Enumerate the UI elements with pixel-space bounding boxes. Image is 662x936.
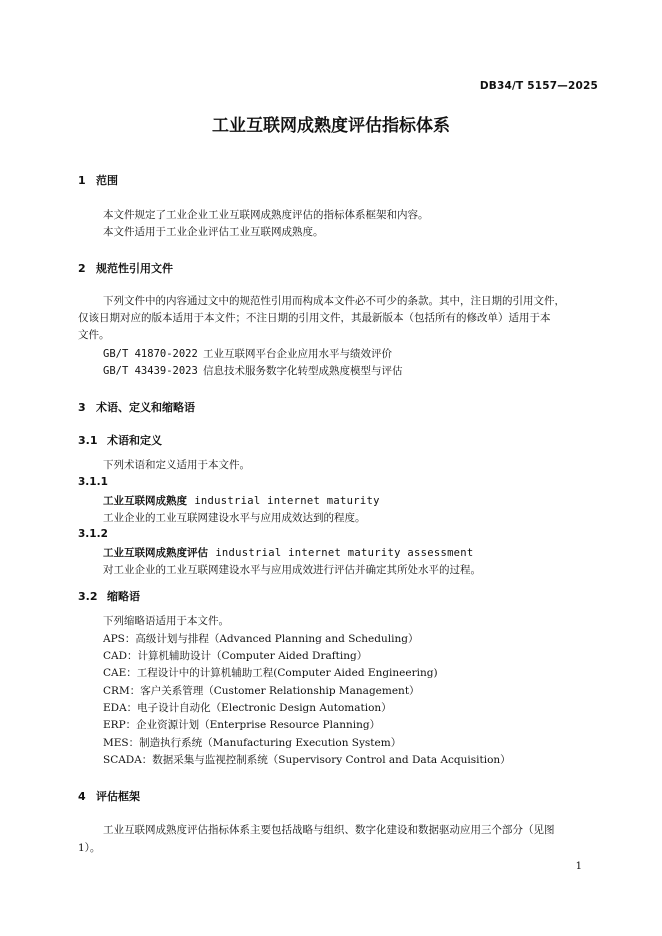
paragraph: 下列缩略语适用于本文件。 — [103, 615, 229, 627]
abbreviation-item: CAD：计算机辅助设计（Computer Aided Drafting） — [103, 650, 368, 662]
paragraph-line: 1）。 — [78, 842, 101, 854]
term-entry — [103, 545, 474, 560]
reference-code: GB/T 41870-2022 — [103, 348, 198, 360]
term-english: industrial internet maturity — [194, 495, 380, 507]
term-english: industrial internet maturity assessment — [215, 547, 474, 559]
term-chinese: 工业互联网成熟度 — [103, 495, 187, 507]
abbreviation-item: SCADA：数据采集与监视控制系统（Supervisory Control and Data Acquisition） — [103, 754, 511, 766]
section-2-heading — [78, 260, 173, 276]
abbreviation-item: CRM：客户关系管理（Customer Relationship Management） — [103, 685, 420, 697]
abbreviation-item: APS：高级计划与排程（Advanced Planning and Scheduling） — [103, 633, 419, 645]
reference-item — [103, 363, 403, 378]
term-entry — [103, 493, 380, 508]
subsection-3-2-heading — [78, 588, 140, 604]
abbreviation-item: ERP：企业资源计划（Enterprise Resource Planning） — [103, 719, 381, 731]
term-chinese: 工业互联网成熟度评估 — [103, 547, 208, 559]
section-number: 2 — [78, 262, 86, 275]
subsection-number: 3.2 — [78, 590, 98, 603]
subsection-number: 3.1 — [78, 434, 98, 447]
section-number: 3 — [78, 401, 86, 414]
paragraph: 本文件规定了工业企业工业互联网成熟度评估的指标体系框架和内容。 — [103, 209, 429, 221]
section-4-heading — [78, 788, 140, 804]
abbreviation-item: MES：制造执行系统（Manufacturing Execution System） — [103, 737, 402, 749]
reference-item — [103, 346, 392, 361]
term-number: 3.1.2 — [78, 528, 108, 540]
paragraph-line: 工业互联网成熟度评估指标体系主要包括战略与组织、数字化建设和数据驱动应用三个部分（见图 — [103, 824, 555, 836]
paragraph-line: 文件。 — [78, 329, 110, 341]
section-number: 1 — [78, 174, 86, 187]
reference-title: 信息技术服务数字化转型成熟度模型与评估 — [203, 365, 403, 377]
subsection-title: 缩略语 — [107, 590, 140, 603]
section-title: 术语、定义和缩略语 — [96, 401, 195, 414]
abbreviation-item: EDA：电子设计自动化（Electronic Design Automation） — [103, 702, 392, 714]
section-title: 范围 — [96, 174, 118, 187]
term-definition: 对工业企业的工业互联网建设水平与应用成效进行评估并确定其所处水平的过程。 — [103, 564, 481, 576]
section-number: 4 — [78, 790, 86, 803]
document-title: 工业互联网成熟度评估指标体系 — [212, 116, 450, 136]
reference-code: GB/T 43439-2023 — [103, 365, 198, 377]
subsection-title: 术语和定义 — [107, 434, 162, 447]
section-title: 规范性引用文件 — [96, 262, 173, 275]
abbreviation-item: CAE：工程设计中的计算机辅助工程(Computer Aided Engineering) — [103, 667, 438, 679]
paragraph-line: 仅该日期对应的版本适用于本文件；不注日期的引用文件，其最新版本（包括所有的修改单）适用于本 — [78, 312, 551, 324]
standard-number: DB34/T 5157—2025 — [479, 80, 598, 92]
term-number: 3.1.1 — [78, 476, 108, 488]
section-title: 评估框架 — [96, 790, 140, 803]
term-definition: 工业企业的工业互联网建设水平与应用成效达到的程度。 — [103, 512, 366, 524]
section-1-heading — [78, 172, 118, 188]
paragraph-line: 下列文件中的内容通过文中的规范性引用而构成本文件必不可少的条款。其中，注日期的引用文件， — [103, 295, 565, 307]
reference-title: 工业互联网平台企业应用水平与绩效评价 — [203, 348, 392, 360]
page-number: 1 — [575, 861, 582, 872]
paragraph: 本文件适用于工业企业评估工业互联网成熟度。 — [103, 226, 324, 238]
section-3-heading — [78, 399, 195, 415]
subsection-3-1-heading — [78, 432, 162, 448]
paragraph: 下列术语和定义适用于本文件。 — [103, 459, 250, 471]
